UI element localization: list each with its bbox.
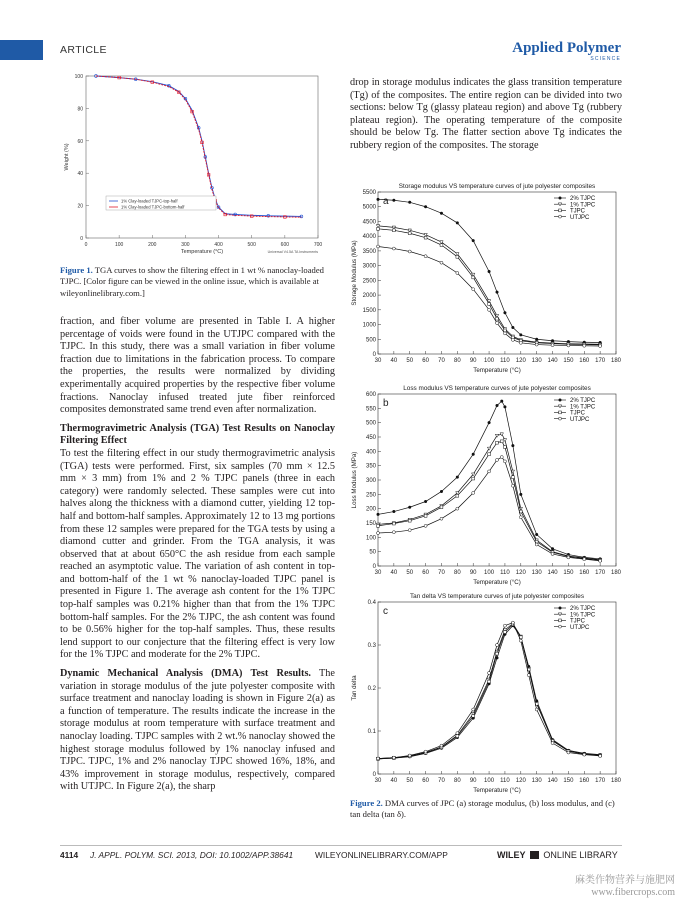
data-point [511,484,514,487]
x-tick-label: 150 [563,570,574,576]
data-point [440,261,443,264]
x-tick-label: 150 [563,778,574,784]
series-line [378,624,600,759]
data-point [456,476,459,479]
data-point [503,439,506,442]
data-point [408,754,411,757]
data-point [496,317,499,320]
data-point [440,517,443,520]
data-point [424,500,427,503]
data-point [599,559,602,562]
data-point [496,404,499,407]
y-axis-label: Storage Modulus (MPa) [351,240,358,306]
data-point [377,245,380,248]
data-point [456,735,459,738]
data-point [559,197,562,200]
x-tick-label: 90 [469,358,477,364]
figure-1 [60,68,336,254]
data-point [456,494,459,497]
data-point [487,447,490,450]
x-tick-label: 80 [453,358,461,364]
paragraph: drop in storage modulus indicates the glass transition temperature (Tg) of the composites. The entire region can be divided into two sections: below Tg (glassy plateau region) and above Tg (rubbery plateau region). The operating temperature of the composite should be below Tg. The flatter section above Tg indicates the rubbery region of the composites. The storage [350,77,622,151]
data-point [472,708,475,711]
wiley-logo: WILEY [497,850,526,860]
page-number: 4114 [60,850,79,860]
y-tick-label: 500 [365,420,376,427]
online-library-text: ONLINE LIBRARY [543,850,618,860]
legend-entry: TJPC [570,410,585,417]
x-tick-label: 100 [484,570,495,576]
y-tick-label: 0 [372,564,376,570]
x-tick-label: 110 [500,570,510,576]
x-tick-label: 0 [84,242,88,248]
x-tick-label: 100 [484,778,495,784]
footer-rule [60,845,622,846]
data-point [392,756,395,759]
watermark-line: www.fibercrops.com [591,887,675,898]
x-tick-label: 80 [453,570,461,576]
data-point [535,343,538,346]
x-tick-label: 80 [453,778,461,784]
x-tick-label: 170 [595,570,606,576]
plot-frame [86,76,318,238]
series-line [378,246,600,346]
data-point [424,524,427,527]
data-point [472,715,475,718]
x-axis-label: Temperature (°C) [180,249,224,254]
data-point [496,458,499,461]
x-tick-label: 180 [610,778,622,784]
x-tick-label: 160 [579,570,590,576]
x-tick-label: 160 [579,358,590,364]
data-point [377,513,380,516]
data-point [488,270,491,273]
data-point [440,744,443,747]
chart-title: Storage modulus VS temperature curves of jute polyester composites [398,183,596,190]
figure-2-caption-text: DMA curves of JPC (a) storage modulus, (b) loss modulus, and (c) tan delta (tan δ). [350,798,615,820]
data-point [440,490,443,493]
y-tick-label: 5500 [362,190,376,196]
x-tick-label: 400 [214,242,223,248]
y-tick-label: 50 [369,549,376,556]
data-point [551,344,554,347]
data-point [392,229,395,232]
y-tick-label: 0 [80,236,83,242]
storage-modulus-chart [348,180,624,380]
x-tick-label: 200 [148,242,157,248]
data-point [503,460,506,463]
data-point [519,493,522,496]
data-point [424,750,427,753]
data-point [551,547,554,550]
x-tick-label: 70 [438,358,445,364]
data-point [392,531,395,534]
section-tab [0,40,43,60]
publisher-logo [497,850,618,860]
panel-label: b [383,398,389,409]
y-tick-label: 80 [77,106,83,113]
panel-label: c [383,606,388,617]
y-tick-label: 100 [74,74,83,80]
data-point [392,247,395,250]
y-tick-label: 100 [365,535,376,542]
data-point [456,255,459,258]
series-line [378,624,600,759]
data-point [599,345,602,348]
x-tick-label: 90 [469,570,477,576]
y-tick-label: 60 [77,138,83,145]
book-icon [530,851,539,859]
y-tick-label: 2000 [362,293,376,300]
data-point [440,244,443,247]
series-line [378,229,600,345]
y-tick-label: 450 [365,435,376,441]
x-tick-label: 110 [500,358,510,364]
x-tick-label: 600 [280,242,290,248]
x-tick-label: 500 [247,242,256,248]
data-point [503,405,506,408]
data-point [535,533,538,536]
data-point [567,556,570,559]
data-point [559,417,562,420]
y-axis-label: Loss Modulus (MPa) [351,451,358,509]
x-tick-label: 60 [422,778,429,784]
x-tick-label: 40 [390,778,398,784]
data-point [440,506,443,509]
data-point [519,333,522,336]
data-point [472,477,475,480]
legend-entry: UTJPC [570,624,590,631]
paragraph-dma-text: The variation in storage modulus of the jute polyester composite with surface treatment and nanoclay loading is shown in Figure 2(a) as a function of temperature. The results indicate the increase in the storage modulus at room temperature with surface treatment and nanoclay loading. TJPC samples with 2 wt.% nanoclay showed the highest storage modulus followed by 1% nanoclay infused and TJPC. TJPC, 1% and 2% nanoclay TJPC showed 16%, 18%, and 43% improvement in storage modulus, respectively, compared with UTJPC. In Figure 2(a), the sharp [60,668,335,793]
data-point [456,507,459,510]
y-axis-label: Weight (%) [64,143,70,171]
data-point [392,510,395,513]
y-tick-label: 500 [365,337,376,344]
data-point [488,303,491,306]
data-point [583,344,586,347]
y-tick-label: 1500 [362,307,376,314]
y-tick-label: 3500 [362,248,376,255]
figure-1-caption [60,265,335,299]
series-line [378,626,600,759]
x-tick-label: 100 [114,242,124,248]
data-point [583,753,586,756]
x-tick-label: 40 [390,570,398,576]
data-point [377,757,380,760]
data-point [535,708,538,711]
paragraph: fraction, and fiber volume are presented in Table I. A higher percentage of voids were found in the UTJPC compared with the TJPC. In this study, there was a small variation in fiber volume fraction due to limitations in the fabrication process. To compare the properties, the results were normalized by dividing experimentally acquired properties by the respective fiber volume fractions. Nanoclay infused treated jute fiber reinforced composites demonstrated same trend even after normalization. [60,316,335,416]
data-point [408,250,411,253]
y-tick-label: 40 [77,171,83,178]
left-column [60,316,335,794]
data-point [488,308,491,311]
x-tick-label: 50 [406,778,414,784]
x-tick-label: 90 [469,778,477,784]
data-point [559,607,562,610]
data-point [488,421,491,424]
legend-entry: TJPC [570,208,585,215]
data-point [511,326,514,329]
y-tick-label: 300 [365,478,376,484]
data-point [519,639,522,642]
data-point [559,625,562,628]
data-point [408,519,411,522]
data-point [408,506,411,509]
panel-label: a [383,196,389,207]
y-tick-label: 0 [372,352,376,358]
legend-entry: 2% TJPC [570,196,596,203]
y-tick-label: 4500 [362,219,376,226]
data-point [583,558,586,561]
legend-entry: 1% TJPC [570,202,596,209]
data-point [472,288,475,291]
legend-entry: UTJPC [570,214,590,221]
y-tick-label: 0.3 [367,643,376,649]
legend-entry: TJPC [570,618,585,625]
data-point [456,221,459,224]
data-point [551,742,554,745]
data-point [511,621,514,624]
x-tick-label: 120 [515,358,526,364]
x-tick-label: 130 [531,778,542,784]
x-tick-label: 130 [531,570,542,576]
data-point [472,453,475,456]
section-heading-dma: Dynamic Mechanical Analysis (DMA) Test Results. [60,668,311,680]
right-column [350,77,622,153]
data-point [424,236,427,239]
x-tick-label: 700 [313,242,323,248]
y-tick-label: 0.4 [367,600,376,606]
journal-site-link[interactable]: WILEYONLINELIBRARY.COM/APP [315,850,448,860]
data-point [456,732,459,735]
legend-entry: 1% TJPC [570,404,596,411]
data-point [392,199,395,202]
data-point [535,338,538,341]
series-line [378,441,600,560]
series-line [378,226,600,344]
y-tick-label: 150 [365,521,376,527]
data-point [496,291,499,294]
chart-title: Tan delta VS temperature curves of jute polyester composites [409,593,585,600]
data-point [511,476,514,479]
paragraph-dma [60,668,335,794]
y-tick-label: 5000 [362,204,376,211]
journal-logo-subtitle: SCIENCE [590,56,621,62]
figure-2-caption [350,798,622,821]
paragraph: To test the filtering effect in our study thermogravimetric analysis (TGA) tests were performed. First, six samples (70 mm × 12.5 mm × 3 mm) from 1% and 2 % TJPC panels (three in each category) were randomly selected. These samples were cut into halves along the thickness with a diamond cutter, yielding 12 top-half and bottom-half samples. Approximately 12 to 13 mg portions from these 12 samples were prepared for the TGA tests by using a diamond cutter and grinder. From the TGA analysis, it was observed that at about 650°C the ash residue from each sample reached an asymptotic value. The variation of ash content in top- and bottom-half of the 1 wt % nanoclay-loaded TJPC panel is presented in Figure 1. The average ash content for the 1% TJPC top-half samples was 0.21% higher than that from the 1% TJPC bottom-half samples. For the 2% TJPC, the ash content was found to be 0.56% higher for the top-half samples. Thus, these results lend support to our conjecture that the filtering effect is very low for the 1% TJPC and moderate for the 2% TJPC. [60,447,335,661]
data-point [519,516,522,519]
data-point [511,444,514,447]
watermark-line: 麻类作物营养与施肥网 [575,875,675,886]
y-tick-label: 4000 [362,234,376,241]
y-tick-label: 2500 [362,278,376,285]
x-tick-label: 60 [422,358,429,364]
series-line [378,623,600,759]
data-point [503,332,506,335]
data-point [527,674,530,677]
x-tick-label: 140 [547,778,558,784]
data-point [424,205,427,208]
data-point [559,619,562,622]
data-point [503,624,506,627]
tan-delta-chart [348,590,624,800]
x-tick-label: 300 [181,242,190,248]
x-tick-label: 160 [579,778,590,784]
x-tick-label: 180 [610,358,622,364]
data-point [456,272,459,275]
x-tick-label: 70 [438,778,445,784]
x-tick-label: 140 [547,570,558,576]
data-point [559,411,562,414]
data-point [559,399,562,402]
data-point [377,524,380,527]
y-tick-label: 0 [372,772,376,778]
x-tick-label: 30 [374,778,382,784]
y-tick-label: 1000 [362,322,376,329]
data-point [567,344,570,347]
section-label: ARTICLE [60,44,107,56]
x-tick-label: 110 [500,778,510,784]
y-tick-label: 550 [365,406,376,413]
y-axis-label: Tan delta [351,675,358,701]
x-tick-label: 150 [563,358,574,364]
y-tick-label: 350 [365,463,376,470]
instrument-note: Universal V4.5A TA Instruments [267,250,318,254]
data-point [511,338,514,341]
data-point [500,400,503,403]
data-point [496,644,499,647]
data-point [472,491,475,494]
x-tick-label: 40 [390,358,398,364]
legend-entry: 1% Clay-loaded TJPC-bottom-half [121,204,185,210]
data-point [377,532,380,535]
x-tick-label: 130 [531,358,542,364]
x-tick-label: 50 [406,570,414,576]
data-point [504,631,507,634]
data-point [503,311,506,314]
x-tick-label: 30 [374,358,382,364]
data-point [496,441,499,444]
y-tick-label: 250 [365,492,376,499]
data-point [408,201,411,204]
data-point [377,227,380,230]
loss-modulus-chart [348,382,624,592]
data-point [377,198,380,201]
data-point [559,215,562,218]
section-heading-tga: Thermogravimetric Analysis (TGA) Test Results on Nanoclay Filtering Effect [60,422,335,447]
data-point [496,652,499,655]
legend-entry: 2% TJPC [570,398,596,405]
data-point [408,529,411,532]
x-tick-label: 60 [422,570,429,576]
x-tick-label: 120 [515,570,526,576]
y-tick-label: 400 [365,449,376,456]
data-point [408,232,411,235]
data-point [551,552,554,555]
data-point [488,453,491,456]
x-tick-label: 70 [438,570,445,576]
data-point [567,751,570,754]
data-point [495,434,498,437]
legend-entry: 1% TJPC [570,612,596,619]
watermark [575,875,675,899]
figure-1-caption-text: TGA curves to show the filtering effect in 1 wt % nanoclay-loaded TJPC. [Color figure can be viewed in the online issue, which is available at wileyonlinelibrary.com.] [60,265,324,298]
y-tick-label: 20 [77,203,83,210]
x-tick-label: 180 [610,570,622,576]
x-axis-label: Temperature (°C) [473,787,521,794]
x-tick-label: 120 [515,778,526,784]
legend-entry: 1% Clay-loaded TJPC-top-half [121,198,178,204]
data-point [440,212,443,215]
x-tick-label: 50 [406,358,414,364]
legend-entry: 2% TJPC [570,606,596,613]
series-line [378,401,600,559]
y-tick-label: 0.2 [367,686,376,692]
data-point [488,680,491,683]
legend-entry: UTJPC [570,416,590,423]
x-tick-label: 140 [547,358,558,364]
x-tick-label: 30 [374,570,382,576]
chart-title: Loss modulus VS temperature curves of jute polyester composites [403,385,591,392]
x-tick-label: 170 [595,358,606,364]
data-point [559,209,562,212]
citation: J. APPL. POLYM. SCI. 2013, DOI: 10.1002/APP.38641 [90,850,294,860]
y-tick-label: 3000 [362,263,376,270]
x-axis-label: Temperature (°C) [473,579,521,586]
journal-logo: Applied Polymer [512,40,621,56]
data-point [504,446,507,449]
data-point [488,671,491,674]
x-tick-label: 100 [484,358,495,364]
series-line [96,76,301,216]
data-point [392,522,395,525]
data-point [500,440,503,443]
y-tick-label: 200 [365,506,376,513]
data-point [472,276,475,279]
data-point [488,470,491,473]
data-point [519,341,522,344]
y-tick-label: 600 [365,392,376,398]
data-point [424,255,427,258]
data-point [535,543,538,546]
x-axis-label: Temperature (°C) [473,367,521,374]
figure-1-label: Figure 1. [60,265,93,275]
tga-chart [60,68,336,254]
data-point [500,456,503,459]
data-point [424,514,427,517]
x-tick-label: 170 [595,778,606,784]
figure-2 [348,180,624,800]
data-point [496,322,499,325]
data-point [472,239,475,242]
data-point [504,329,507,332]
y-tick-label: 0.1 [367,729,376,735]
figure-2-label: Figure 2. [350,798,383,808]
data-point [599,754,602,757]
